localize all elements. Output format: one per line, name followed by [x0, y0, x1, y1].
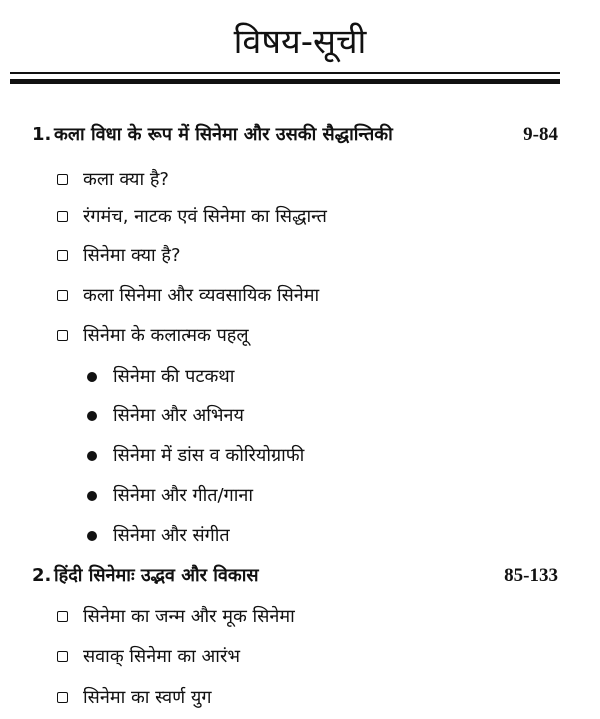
toc-item-label: सिनेमा क्या है? [83, 245, 181, 266]
toc-item-label: सिनेमा का जन्म और मूक सिनेमा [83, 606, 295, 627]
title-divider-thin [10, 72, 560, 74]
chapter-title: कला विधा के रूप में सिनेमा और उसकी सैद्धान्तिकी [54, 124, 393, 145]
toc-item-label: कला सिनेमा और व्यवसायिक सिनेमा [83, 285, 320, 306]
toc-item-label: सिनेमा का स्वर्ण युग [83, 687, 212, 708]
chapter-pages: 9-84 [523, 124, 558, 145]
toc-item[interactable] [0, 602, 600, 632]
square-bullet-icon [57, 330, 68, 341]
square-bullet-icon [57, 651, 68, 662]
round-bullet-icon [87, 372, 97, 382]
toc-subitem-label: सिनेमा में डांस व कोरियोग्राफी [113, 445, 305, 466]
toc-subitem[interactable] [0, 521, 600, 551]
toc-item[interactable] [0, 321, 600, 351]
round-bullet-icon [87, 411, 97, 421]
toc-item[interactable] [0, 281, 600, 311]
chapter-title: हिंदी सिनेमाः उद्भव और विकास [54, 565, 259, 586]
toc-item[interactable] [0, 683, 600, 713]
toc-item-label: सवाक् सिनेमा का आरंभ [83, 646, 240, 667]
chapter-2[interactable] [0, 561, 600, 591]
title-divider-thick [10, 79, 560, 84]
square-bullet-icon [57, 692, 68, 703]
square-bullet-icon [57, 174, 68, 185]
toc-item-label: कला क्या है? [83, 169, 169, 190]
toc-subitem[interactable] [0, 481, 600, 511]
toc-subitem[interactable] [0, 362, 600, 392]
square-bullet-icon [57, 250, 68, 261]
toc-item[interactable] [0, 165, 600, 195]
chapter-1[interactable] [0, 120, 600, 150]
toc-item[interactable] [0, 241, 600, 271]
toc-subitem[interactable] [0, 401, 600, 431]
toc-subitem-label: सिनेमा और संगीत [113, 525, 230, 546]
toc-subitem-label: सिनेमा और अभिनय [113, 405, 244, 426]
square-bullet-icon [57, 611, 68, 622]
toc-item[interactable] [0, 642, 600, 672]
round-bullet-icon [87, 531, 97, 541]
chapter-pages: 85-133 [504, 565, 558, 586]
round-bullet-icon [87, 451, 97, 461]
toc-subitem-label: सिनेमा और गीत/गाना [113, 485, 254, 506]
toc-subitem-label: सिनेमा की पटकथा [113, 366, 235, 387]
chapter-number: 2. [32, 565, 52, 586]
chapter-number: 1. [32, 124, 52, 145]
toc-item-label: रंगमंच, नाटक एवं सिनेमा का सिद्धान्त [83, 206, 327, 227]
square-bullet-icon [57, 211, 68, 222]
page-title: विषय-सूची [233, 22, 367, 62]
toc-item-label: सिनेमा के कलात्मक पहलू [83, 325, 249, 346]
square-bullet-icon [57, 290, 68, 301]
round-bullet-icon [87, 491, 97, 501]
toc-subitem[interactable] [0, 441, 600, 471]
toc-item[interactable] [0, 202, 600, 232]
